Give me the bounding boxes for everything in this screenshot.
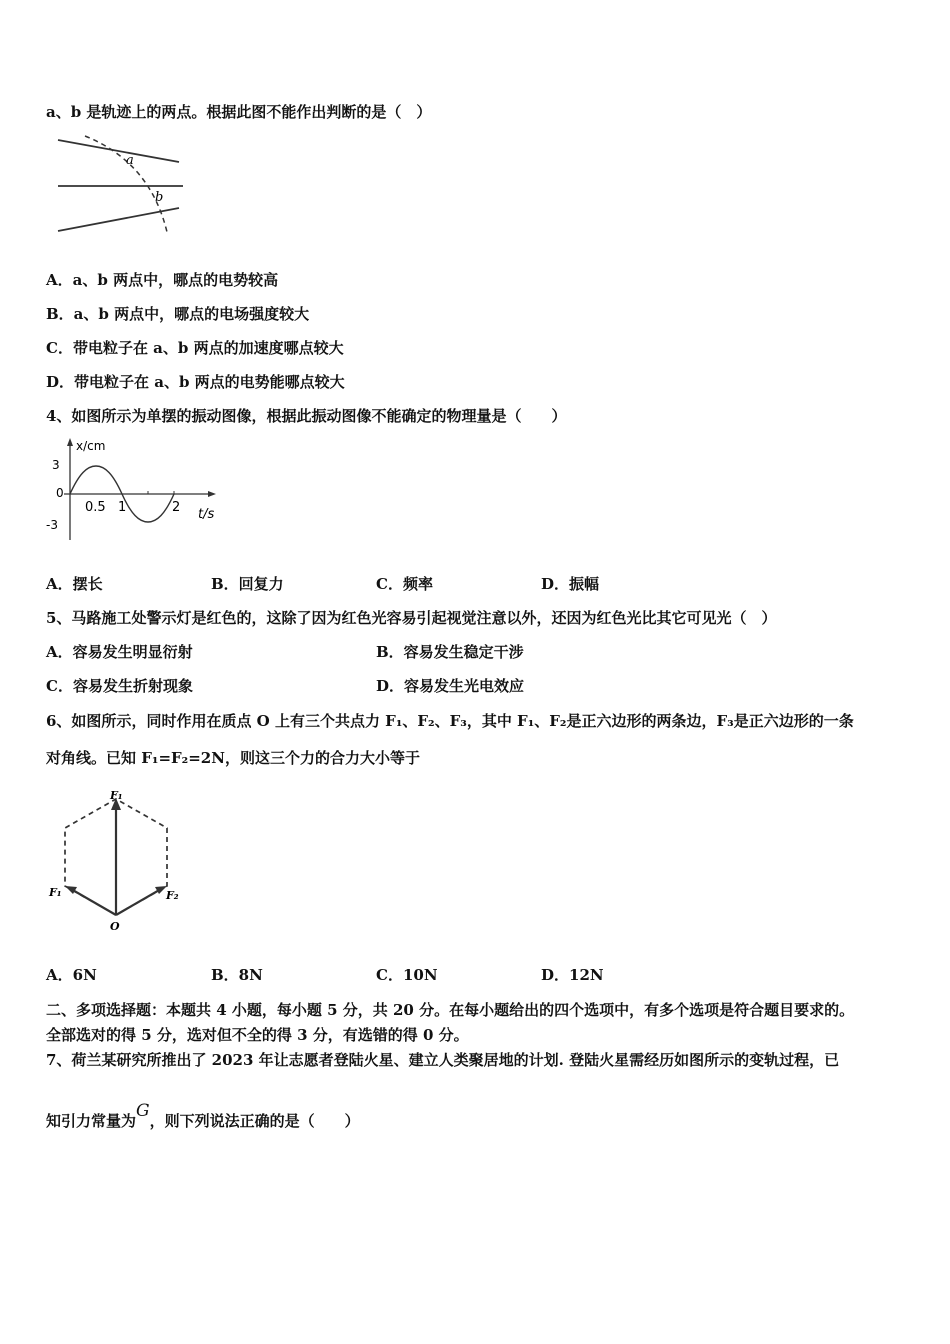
q4-option-b: B．回复力 bbox=[211, 575, 284, 593]
q5-option-b: B．容易发生稳定干涉 bbox=[376, 643, 524, 661]
q5-option-a: A．容易发生明显衍射 bbox=[46, 643, 193, 661]
field-line-top bbox=[58, 140, 179, 162]
q3-field-line-figure bbox=[55, 132, 185, 236]
y-axis-label: x/cm bbox=[76, 439, 106, 453]
q7-stem-line2-part2: ，则下列说法正确的是（ ） bbox=[149, 1112, 360, 1130]
x-tick-1: 1 bbox=[118, 500, 127, 515]
q4-option-c: C．频率 bbox=[376, 575, 433, 593]
q7-stem-line2 bbox=[46, 1101, 360, 1131]
q4-option-a: A．摆长 bbox=[46, 575, 103, 593]
q7-stem-line2-part1: 知引力常量为 bbox=[46, 1112, 137, 1130]
q4-stem: 4、如图所示为单摆的振动图像，根据此振动图像不能确定的物理量是（ ） bbox=[46, 407, 567, 425]
force-f1-arrow bbox=[71, 889, 116, 915]
q5-option-c: C．容易发生折射现象 bbox=[46, 677, 193, 695]
x-tick-2: 2 bbox=[172, 500, 181, 515]
section2-heading-line1: 二、多项选择题：本题共 4 小题，每小题 5 分，共 20 分。在每小题给出的四个选项中，有多个选项是符合题目要求的。 bbox=[46, 1001, 855, 1019]
q6-hexagon-force-figure bbox=[46, 784, 186, 934]
q6-option-a: A．6N bbox=[46, 966, 97, 984]
gravitational-constant-symbol: G bbox=[136, 1101, 150, 1121]
q6-option-c: C．10N bbox=[376, 966, 438, 984]
q6-option-b: B．8N bbox=[211, 966, 263, 984]
label-f1-left: F₁ bbox=[49, 886, 62, 899]
q3-stem: a、b 是轨迹上的两点。根据此图不能作出判断的是（ ） bbox=[46, 103, 432, 121]
force-f2-arrow bbox=[116, 889, 161, 915]
x-axis-arrow bbox=[208, 491, 216, 497]
q5-stem: 5、马路施工处警示灯是红色的，这除了因为红色光容易引起视觉注意以外，还因为红色光比其它可见光（ ） bbox=[46, 609, 777, 627]
label-f1-top: F₁ bbox=[110, 789, 123, 802]
x-tick-0.5: 0.5 bbox=[85, 500, 106, 515]
q3-option-b: B．a、b 两点中，哪点的电场强度较大 bbox=[46, 305, 310, 323]
q3-option-c: C．带电粒子在 a、b 两点的加速度哪点较大 bbox=[46, 339, 344, 357]
y-axis-arrow bbox=[67, 438, 73, 446]
q3-option-d: D．带电粒子在 a、b 两点的电势能哪点较大 bbox=[46, 373, 345, 391]
q7-stem-line1: 7、荷兰某研究所推出了 2023 年让志愿者登陆火星、建立人类聚居地的计划. 登陆火星需经历如图所示的变轨过程，已 bbox=[46, 1051, 840, 1069]
y-tick-3: 3 bbox=[52, 458, 60, 472]
q6-option-d: D．12N bbox=[541, 966, 604, 984]
point-b-label: b bbox=[155, 190, 164, 205]
point-a-label: a bbox=[126, 153, 134, 168]
label-o: O bbox=[110, 920, 120, 933]
y-tick-0: 0 bbox=[56, 486, 64, 500]
x-axis-label: t/s bbox=[198, 507, 215, 522]
y-tick-minus3: -3 bbox=[46, 518, 58, 532]
section2-heading-line2: 全部选对的得 5 分，选对但不全的得 3 分，有选错的得 0 分。 bbox=[46, 1026, 469, 1044]
q4-option-d: D．振幅 bbox=[541, 575, 600, 593]
q5-option-d: D．容易发生光电效应 bbox=[376, 677, 525, 695]
label-f2-right: F₂ bbox=[166, 889, 179, 902]
q4-vibration-graph bbox=[44, 436, 224, 546]
q3-option-a: A．a、b 两点中，哪点的电势较高 bbox=[46, 271, 279, 289]
q6-stem-line1: 6、如图所示，同时作用在质点 O 上有三个共点力 F₁、F₂、F₃，其中 F₁、F₂是正六边形的两条边，F₃是正六边形的一条 bbox=[46, 712, 854, 730]
q6-stem-line2: 对角线。已知 F₁=F₂=2N，则这三个力的合力大小等于 bbox=[46, 749, 420, 767]
force-f1-head bbox=[65, 886, 77, 894]
